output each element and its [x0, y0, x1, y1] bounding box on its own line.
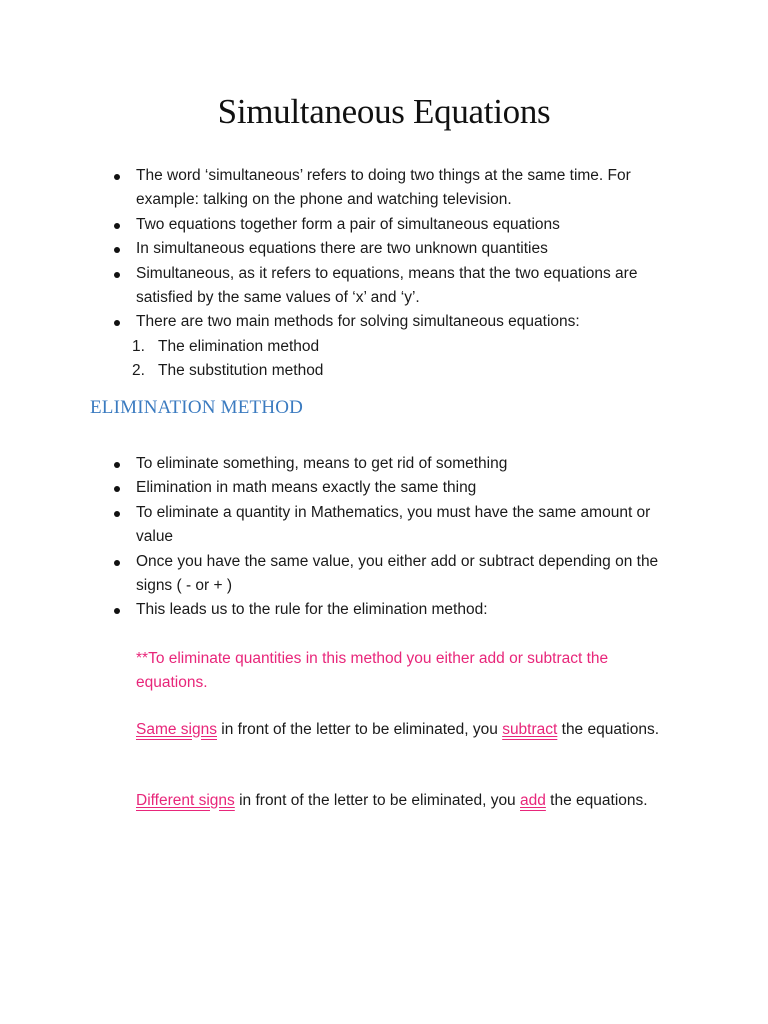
- subtract-highlight: subtract: [502, 721, 558, 738]
- bullet-text: Simultaneous, as it refers to equations, means that the two equations are satisfied by the same values of ‘x’ and ‘y’.: [136, 264, 638, 307]
- bullet-text: In simultaneous equations there are two unknown quantities: [136, 240, 548, 258]
- bullet-icon: [114, 247, 120, 253]
- elimination-rule: **To eliminate quantities in this method you either add or subtract the equations.: [136, 650, 609, 692]
- method-item: [110, 335, 690, 359]
- bullet-icon: [114, 174, 120, 180]
- same-signs-end: the equations.: [557, 721, 660, 738]
- elimination-bullet-list: [110, 452, 690, 623]
- list-item: [110, 262, 690, 311]
- list-item: [110, 213, 690, 237]
- list-item: [110, 237, 690, 261]
- method-number: 2.: [132, 362, 145, 380]
- list-item: [110, 550, 690, 599]
- method-item: [110, 359, 690, 383]
- add-highlight: add: [520, 792, 546, 809]
- method-text: The substitution method: [158, 362, 324, 380]
- same-signs-rule: [136, 718, 676, 742]
- bullet-icon: [114, 462, 120, 468]
- different-signs-highlight: Different signs: [136, 792, 235, 809]
- bullet-icon: [114, 560, 120, 566]
- methods-numbered-list: [132, 335, 690, 384]
- intro-bullet-list: [110, 164, 690, 384]
- bullet-text: Two equations together form a pair of simultaneous equations: [136, 215, 560, 233]
- bullet-icon: [114, 511, 120, 517]
- list-item: [110, 310, 690, 383]
- different-signs-middle: in front of the letter to be eliminated, you: [234, 792, 520, 809]
- same-signs-middle: in front of the letter to be eliminated, you: [216, 721, 503, 738]
- bullet-text: Once you have the same value, you either add or subtract depending on the signs ( - or + ): [136, 552, 659, 595]
- page-title: Simultaneous Equations: [217, 92, 551, 131]
- bullet-text: To eliminate something, means to get rid of something: [136, 455, 508, 472]
- list-item: [110, 598, 690, 622]
- same-signs-highlight: Same signs: [136, 721, 217, 738]
- list-item: [110, 452, 690, 476]
- bullet-text: This leads us to the rule for the elimination method:: [136, 601, 488, 619]
- bullet-icon: [114, 320, 120, 326]
- bullet-text: Elimination in math means exactly the same thing: [136, 479, 477, 497]
- list-item: [110, 164, 690, 213]
- bullet-icon: [114, 486, 120, 492]
- section-heading-elimination: ELIMINATION METHOD: [90, 397, 304, 418]
- bullet-text: The word ‘simultaneous’ refers to doing two things at the same time. For example: talking on the phone and watching television.: [136, 167, 631, 209]
- bullet-icon: [114, 223, 120, 229]
- different-signs-rule: [136, 789, 676, 813]
- bullet-icon: [114, 608, 120, 614]
- method-number: 1.: [132, 337, 145, 355]
- bullet-text: There are two main methods for solving simultaneous equations:: [136, 313, 580, 331]
- different-signs-end: the equations.: [545, 792, 648, 809]
- bullet-text: To eliminate a quantity in Mathematics, you must have the same amount or value: [136, 503, 651, 546]
- list-item: [110, 501, 690, 550]
- method-text: The elimination method: [158, 337, 320, 355]
- list-item: [110, 476, 690, 500]
- bullet-icon: [114, 272, 120, 278]
